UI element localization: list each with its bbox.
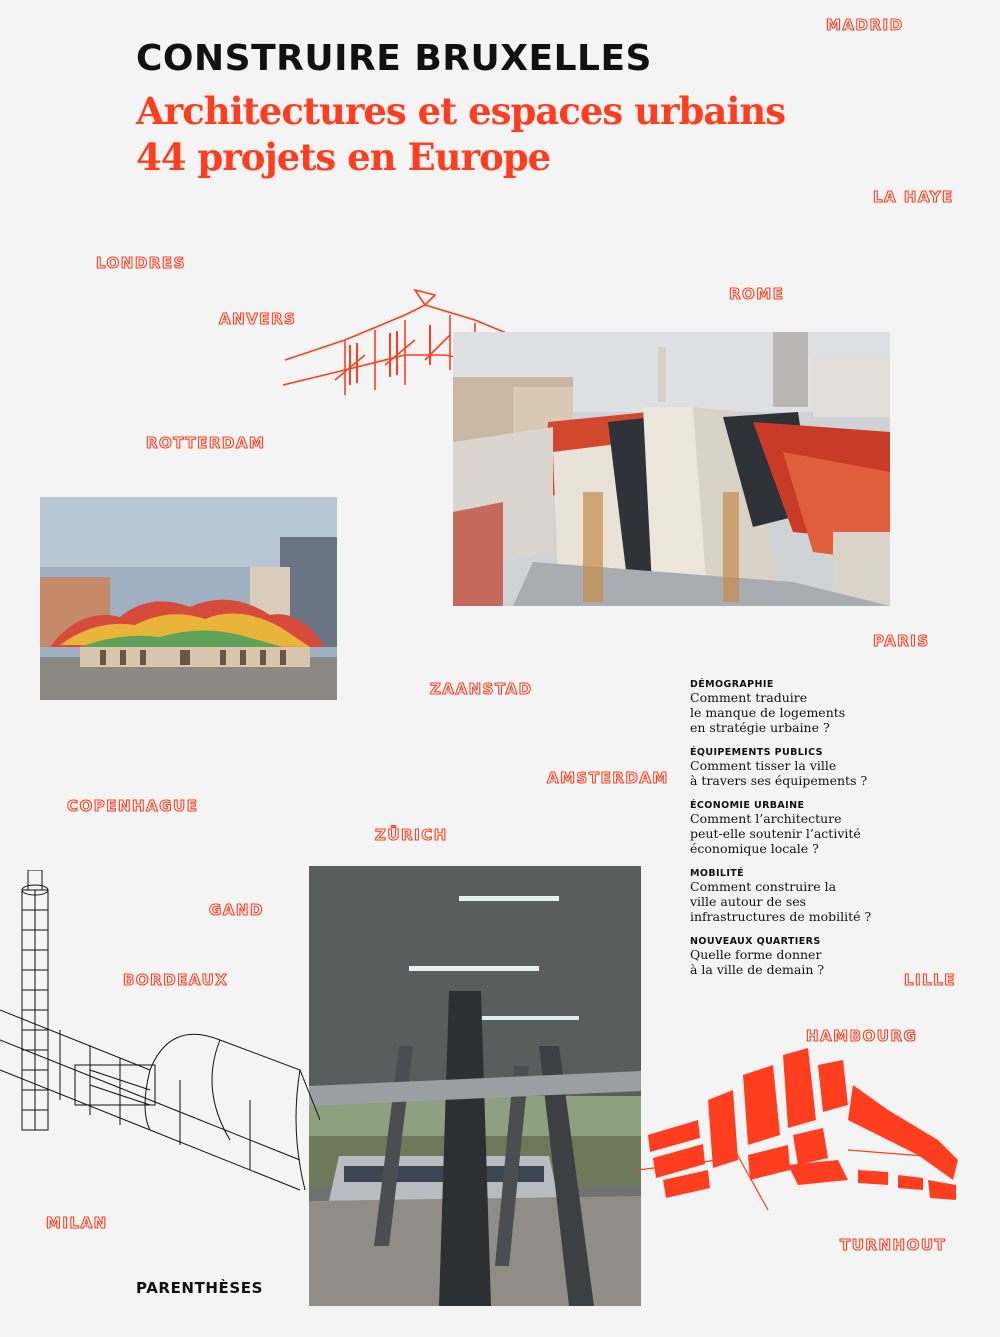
book-title: CONSTRUIRE BRUXELLES (136, 38, 652, 79)
city-rome: ROME (729, 285, 785, 303)
city-anvers: ANVERS (219, 310, 297, 328)
topic-nouveaux-quartiers (690, 936, 930, 977)
city-milan: MILAN (46, 1214, 108, 1232)
tram-station-photo (309, 866, 641, 1306)
topic-equipements-publics (690, 747, 930, 788)
topic-question: Comment traduire le manque de logements en stratégie urbaine ? (690, 690, 846, 735)
topic-heading: ÉQUIPEMENTS PUBLICS (690, 747, 823, 758)
topic-question: Comment tisser la ville à travers ses équipements ? (690, 758, 868, 788)
topic-heading: DÉMOGRAPHIE (690, 679, 774, 690)
city-rotterdam: ROTTERDAM (146, 434, 266, 452)
topic-question: Quelle forme donner à la ville de demain ? (690, 947, 825, 977)
city-hambourg: HAMBOURG (806, 1027, 918, 1045)
city-lille: LILLE (904, 971, 957, 989)
publisher-name: PARENTHÈSES (136, 1279, 264, 1297)
city-copenhague: COPENHAGUE (67, 797, 199, 815)
city-londres: LONDRES (96, 254, 186, 272)
red-urban-plan-drawing (638, 1040, 968, 1210)
city-turnhout: TURNHOUT (840, 1236, 947, 1254)
topic-economie-urbaine (690, 800, 930, 856)
subtitle-line-2: 44 projets en Europe (136, 135, 551, 179)
city-amsterdam: AMSTERDAM (547, 769, 669, 787)
subtitle-line-1: Architectures et espaces urbains (136, 89, 786, 133)
book-subtitle (136, 88, 785, 180)
topic-question: Comment l’architecture peut-elle soutenir l’activité économique locale ? (690, 811, 861, 856)
city-zurich: ZÜRICH (375, 826, 448, 844)
city-paris: PARIS (873, 632, 930, 650)
topic-question: Comment construire la ville autour de ses infrastructures de mobilité ? (690, 879, 872, 924)
topic-demographie (690, 679, 930, 735)
market-roof-photo (40, 497, 337, 700)
city-bordeaux: BORDEAUX (123, 971, 229, 989)
rooftops-housing-photo (453, 332, 890, 606)
topic-heading: MOBILITÉ (690, 868, 745, 879)
topics-list (690, 679, 930, 989)
topic-heading: NOUVEAUX QUARTIERS (690, 936, 821, 947)
city-zaanstad: ZAANSTAD (430, 680, 533, 698)
city-gand: GAND (209, 901, 264, 919)
topic-heading: ÉCONOMIE URBAINE (690, 800, 805, 811)
city-la-haye: LA HAYE (873, 188, 954, 206)
city-madrid: MADRID (826, 16, 904, 34)
topic-mobilite (690, 868, 930, 924)
tunnel-axonometric-drawing (0, 870, 320, 1200)
